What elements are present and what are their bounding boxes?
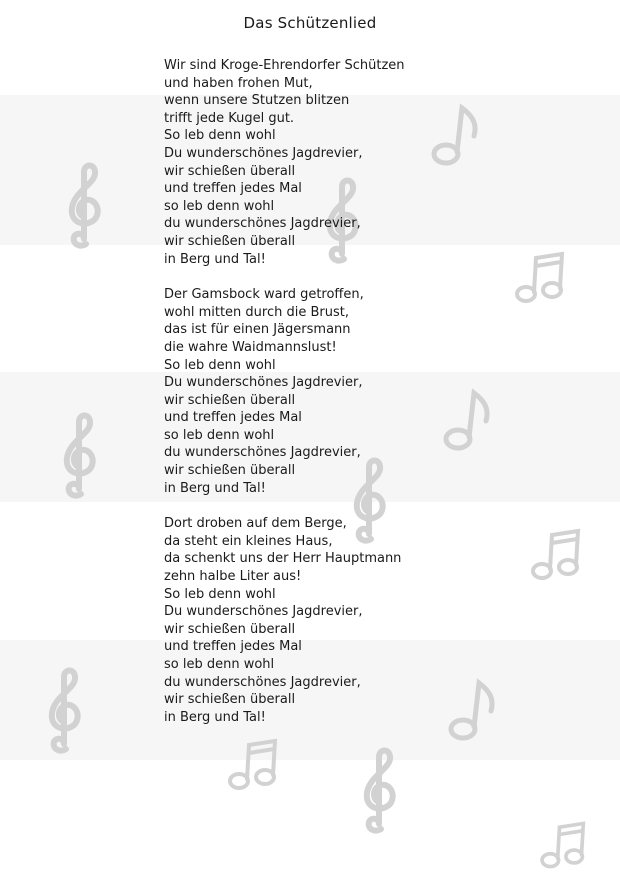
- lyric-line: und treffen jedes Mal: [164, 639, 302, 655]
- lyric-line: und treffen jedes Mal: [164, 181, 302, 197]
- song-title: Das Schützenlied: [243, 14, 377, 32]
- lyric-line: die wahre Waidmannslust!: [164, 339, 337, 355]
- lyric-line: in Berg und Tal!: [164, 251, 266, 267]
- lyric-line: wir schießen überall: [164, 233, 296, 249]
- lyric-line: zehn halbe Liter aus!: [164, 569, 302, 585]
- beamed-notes-icon: [512, 248, 572, 308]
- lyric-line: so leb denn wohl: [164, 657, 275, 672]
- lyric-line: Du wunderschönes Jagdrevier,: [164, 604, 363, 620]
- stanza-3: [164, 515, 464, 726]
- lyric-line: Du wunderschönes Jagdrevier,: [164, 145, 363, 161]
- lyric-line: so leb denn wohl: [164, 198, 275, 214]
- lyric-line: trifft jede Kugel gut.: [164, 110, 295, 126]
- lyric-line: So leb denn wohl: [164, 586, 276, 602]
- lyric-line: wir schießen überall: [164, 692, 296, 708]
- stanza-1: [164, 57, 464, 268]
- lyric-line: wir schießen überall: [164, 621, 296, 637]
- lyric-line: Der Gamsbock ward getroffen,: [164, 287, 364, 303]
- lyric-line: wohl mitten durch die Brust,: [164, 304, 349, 320]
- lyric-line: wir schießen überall: [164, 392, 296, 408]
- lyric-line: so leb denn wohl: [164, 427, 275, 443]
- lyric-line: Dort droben auf dem Berge,: [164, 516, 347, 532]
- lyric-line: du wunderschönes Jagdrevier,: [164, 674, 361, 690]
- song-lyrics: [164, 57, 464, 744]
- beamed-notes-icon: [528, 525, 588, 585]
- stanza-2: [164, 286, 464, 497]
- lyric-line: und treffen jedes Mal: [164, 410, 302, 426]
- lyric-line: du wunderschönes Jagdrevier,: [164, 445, 361, 461]
- lyric-line: und haben frohen Mut,: [164, 75, 313, 91]
- lyric-line: Du wunderschönes Jagdrevier,: [164, 375, 363, 391]
- beamed-notes-icon: [535, 818, 595, 873]
- lyric-line: So leb denn wohl: [164, 128, 276, 144]
- lyric-line: wenn unsere Stutzen blitzen: [164, 93, 350, 109]
- lyric-line: du wunderschönes Jagdrevier,: [164, 216, 361, 232]
- lyric-line: wir schießen überall: [164, 163, 296, 179]
- lyric-line: Wir sind Kroge-Ehrendorfer Schützen: [164, 58, 405, 73]
- lyric-line: da schenkt uns der Herr Hauptmann: [164, 551, 402, 567]
- lyric-line: das ist für einen Jägersmann: [164, 322, 351, 338]
- lyric-line: in Berg und Tal!: [164, 709, 266, 725]
- lyric-line: da steht ein kleines Haus,: [164, 533, 333, 549]
- lyric-line: wir schießen überall: [164, 463, 296, 479]
- lyric-line: So leb denn wohl: [164, 357, 276, 373]
- lyric-line: in Berg und Tal!: [164, 480, 266, 496]
